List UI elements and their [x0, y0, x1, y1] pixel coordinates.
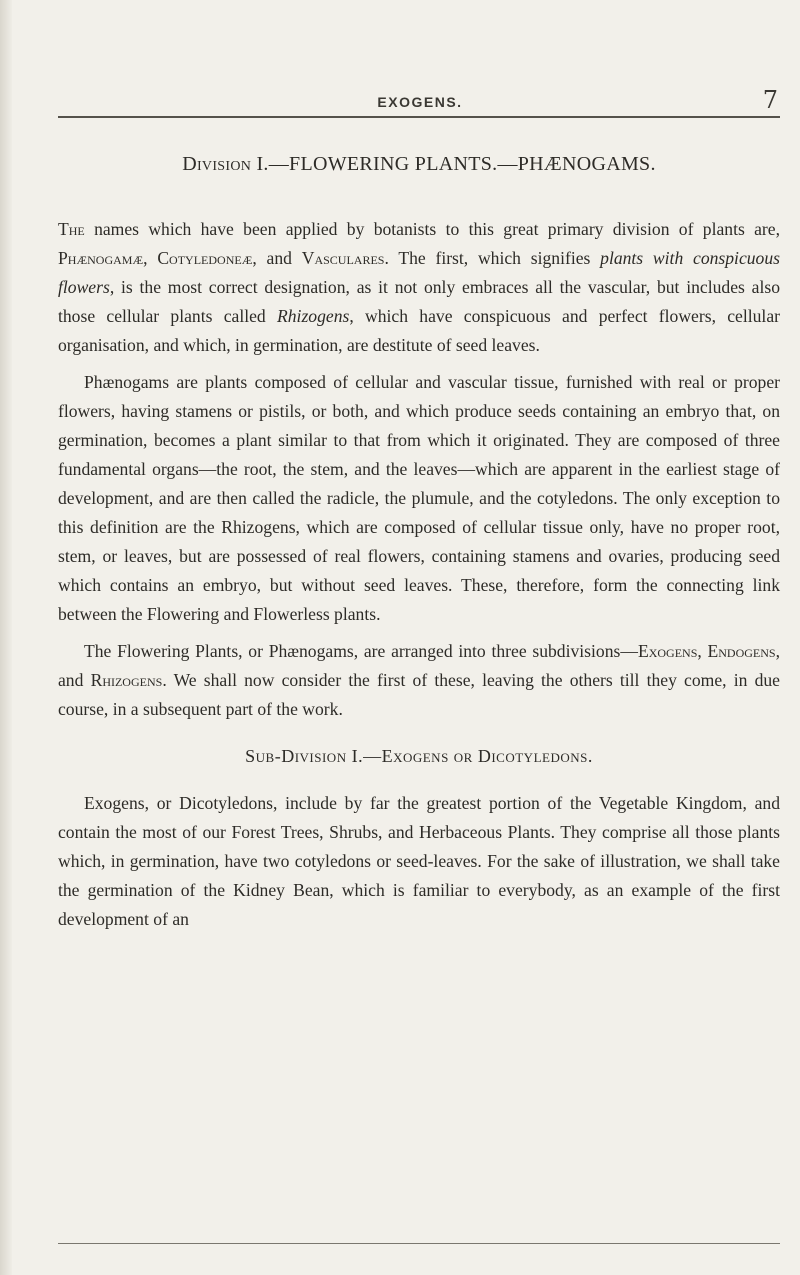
- p1-term-vasculares: Vasculares: [301, 248, 385, 268]
- p1-text-c: , and: [252, 248, 302, 268]
- division-label: Division I.: [182, 153, 269, 175]
- division-heading: [58, 150, 780, 179]
- p1-text-b: ,: [143, 248, 158, 268]
- paragraph-3: [58, 637, 780, 724]
- p1-term-phaenogamae: Phænogamæ: [58, 248, 144, 268]
- p3-text-c: , and: [58, 641, 781, 690]
- paragraph-2: Phænogams are plants composed of cellular and vascular tissue, furnished with real or proper flowers, having stamens or pistils, or both, and which produce seeds containing an embryo that, on germination, becomes a plant similar to that from which it originated. They are composed of three fundamental organs—the root, the stem, and the leaves—which are apparent in the earliest stage of development, and are then called the radicle, the plumule, and the cotyledons. The only exception to this definition are the Rhizogens, which are composed of cellular tissue only, have no proper root, stem, or leaves, but are possessed of real flowers, containing stamens and ovaries, producing seed which contains an embryo, but without seed leaves. These, therefore, form the connecting link between the Flowering and Flowerless plants.: [58, 372, 780, 624]
- p1-text-d: . The first, which signifies: [384, 248, 601, 268]
- division-title: —FLOWERING PLANTS.—PHÆNOGAMS.: [268, 153, 656, 175]
- p1-italic-definition: plants with conspicuous flowers: [58, 248, 780, 297]
- p1-text-a: names which have been applied by botanists to this great primary division of plants are,: [84, 219, 780, 239]
- running-title: EXOGENS.: [377, 94, 463, 110]
- p1-italic-rhizogens: Rhizogens: [277, 306, 350, 326]
- page-number: 7: [762, 86, 778, 114]
- p1-text-f: , which have conspicuous and perfect flowers, cellular organisation, and which, in germination, are destitute of seed leaves.: [58, 306, 780, 355]
- p3-term-rhizogens: Rhizogens: [90, 670, 163, 690]
- paragraph-1: [58, 215, 780, 360]
- subdivision-heading: Sub-Division I.—Exogens or Dicotyledons.: [245, 746, 593, 766]
- bottom-rule: [58, 1243, 780, 1244]
- p3-term-endogens: Endogens: [707, 641, 776, 661]
- page-edge-shadow: [0, 0, 12, 1275]
- header-rule: [58, 116, 780, 118]
- p3-text-d: . We shall now consider the first of these, leaving the others till they come, in due course, in a subsequent part of the work.: [58, 670, 780, 719]
- p1-term-cotyledoneae: Cotyledoneæ: [157, 248, 253, 268]
- paragraph-4: Exogens, or Dicotyledons, include by far the greatest portion of the Vegetable Kingdom, and contain the most of our Forest Trees, Shrubs, and Herbaceous Plants. They comprise all those plants which, in germination, have two cotyledons or seed-leaves. For the sake of illustration, we shall take the germination of the Kidney Bean, which is familiar to everybody, as an example of the first development of an: [58, 793, 780, 929]
- page-body: [58, 150, 780, 942]
- p1-opening-word: The: [58, 219, 85, 239]
- p3-text-a: The Flowering Plants, or Phænogams, are arranged into three subdivisions—: [84, 641, 638, 661]
- p3-term-exogens: Exogens: [637, 641, 698, 661]
- page-header: [60, 86, 780, 114]
- p3-text-b: ,: [697, 641, 708, 661]
- p1-text-e: , is the most correct designation, as it not only embraces all the vascular, but includes also those cellular plants called: [58, 277, 780, 326]
